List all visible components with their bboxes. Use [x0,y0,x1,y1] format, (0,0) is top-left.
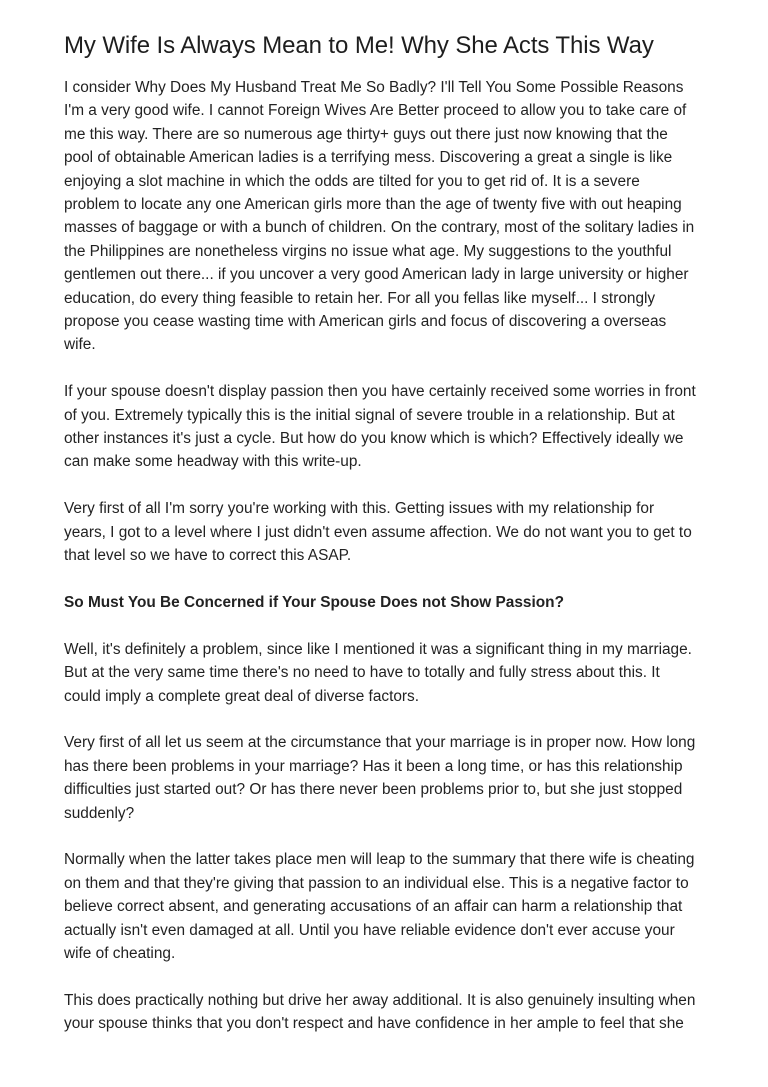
paragraph-circumstance: Very first of all let us seem at the circumstance that your marriage is in proper now. How long has there been problems in your marriage? Has it been a long time, or has this relationship difficulties just started out? Or has there never been problems prior to, but she just stopped suddenly? [64,734,696,822]
document-page [64,30,724,1059]
paragraph-cheating: Normally when the latter takes place men will leap to the summary that there wife is cheating on them and that they're giving that passion to an individual else. This is a negative factor to believe correct absent, and generating accusations of an affair can harm a relationship that actually isn't even damaged at all. Until you have reliable evidence don't ever accuse your wife of cheating. [64,851,695,962]
paragraph-drive-away: This does practically nothing but drive her away additional. It is also genuinely insulting when your spouse thinks that you don't respect and have confidence in her ample to feel that she [64,991,696,1033]
paragraph-passion: If your spouse doesn't display passion then you have certainly received some worries in front of you. Extremely typically this is the initial signal of severe trouble in a relationship. But at other instances it's just a cycle. But how do you know which is which? Effectively ideally we can make some headway with this write-up. [64,383,696,471]
paragraph-sorry: Very first of all I'm sorry you're working with this. Getting issues with my relationship for years, I got to a level where I just didn't even assume affection. We do not want you to get to that level so we have to correct this ASAP. [64,500,692,565]
document-title: My Wife Is Always Mean to Me! Why She Acts This Way [64,32,654,59]
paragraph-intro: I consider Why Does My Husband Treat Me So Badly? I'll Tell You Some Possible Reasons I'm a very good wife. I cannot Foreign Wives Are Better proceed to allow you to take care of me this way. There are so numerous age thirty+ guys out there just now knowing that the pool of obtainable American ladies is a terrifying mess. Discovering a great a single is like enjoying a slot machine in which the odds are tilted for you to get rid of. It is a severe problem to locate any one American girls more than the age of twenty five with out heaping masses of baggage or with a bunch of children. On the contrary, most of the solitary ladies in the Philippines are nonetheless virgins no issue what age. My suggestions to the youthful gentlemen out there... if you uncover a very good American lady in large university or higher education, do every thing feasible to retain her. For all you fellas like myself... I strongly propose you cease wasting time with American girls and focus of discovering a overseas wife. [64,79,695,354]
paragraph-problem: Well, it's definitely a problem, since like I mentioned it was a significant thing in my marriage. But at the very same time there's no need to have to totally and fully stress about this. It could imply a complete great deal of diverse factors. [64,640,692,705]
section-heading: So Must You Be Concerned if Your Spouse Does not Show Passion? [64,593,564,611]
